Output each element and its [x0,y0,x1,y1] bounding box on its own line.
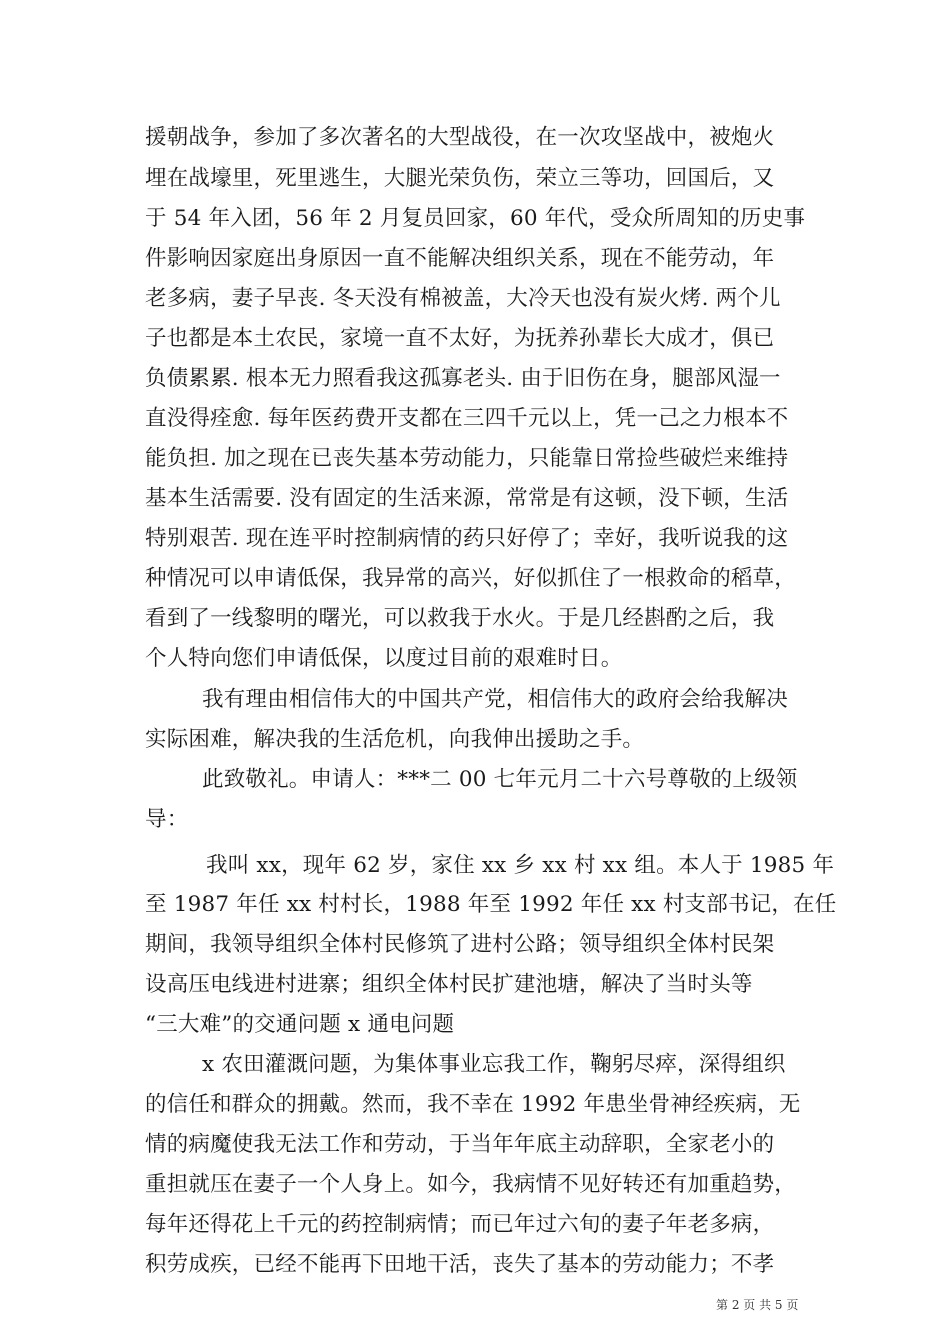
paragraph-line: 件影响因家庭出身原因一直不能解决组织关系，现在不能劳动，年 [145,246,775,271]
paragraph-line: 积劳成疾，已经不能再下田地干活，丧失了基本的劳动能力；不孝 [145,1252,775,1277]
paragraph-line: 重担就压在妻子一个人身上。如今，我病情不见好转还有加重趋势， [145,1172,797,1197]
paragraph-line: 子也都是本土农民，家境一直不太好，为抚养孙辈长大成才，俱已 [145,326,775,351]
paragraph-line: 至 1987 年任 xx 村村长，1988 年至 1992 年任 xx 村支部书记，在任 [145,892,837,917]
paragraph-line: x 农田灌溉问题，为集体事业忘我工作，鞠躬尽瘁，深得组织 [202,1052,786,1077]
paragraph-line: 埋在战壕里，死里逃生，大腿光荣负伤，荣立三等功，回国后，又 [145,166,775,191]
paragraph-line: 援朝战争，参加了多次著名的大型战役，在一次攻坚战中，被炮火 [145,125,775,150]
paragraph-line: 的信任和群众的拥戴。然而，我不幸在 1992 年患坐骨神经疾病，无 [145,1092,801,1117]
paragraph-line: 基本生活需要. 没有固定的生活来源，常常是有这顿，没下顿，生活 [145,486,789,511]
paragraph-line: 直没得痊愈. 每年医药费开支都在三四千元以上，凭一己之力根本不 [145,406,789,431]
paragraph-line: 能负担. 加之现在已丧失基本劳动能力，只能靠日常捡些破烂来维持 [145,446,789,471]
paragraph-line: 看到了一线黎明的曙光，可以救我于水火。于是几经斟酌之后，我 [145,606,775,631]
paragraph-line: 实际困难，解决我的生活危机，向我伸出援助之手。 [145,727,645,752]
paragraph-line: 老多病，妻子早丧. 冬天没有棉被盖，大冷天也没有炭火烤. 两个儿 [145,286,781,311]
paragraph-line: 负债累累. 根本无力照看我这孤寡老头. 由于旧伤在身，腿部风湿一 [145,366,781,391]
paragraph-line: 每年还得花上千元的药控制病情；而已年过六旬的妻子年老多病， [145,1212,775,1237]
paragraph-line: 于 54 年入团，56 年 2 月复员回家，60 年代，受众所周知的历史事 [145,206,806,231]
paragraph-line: 我叫 xx，现年 62 岁，家住 xx 乡 xx 村 xx 组。本人于 1985 年 [206,853,835,878]
paragraph-line: 特别艰苦. 现在连平时控制病情的药只好停了；幸好，我听说我的这 [145,526,789,551]
paragraph-line: 我有理由相信伟大的中国共产党，相信伟大的政府会给我解决 [202,687,788,712]
paragraph-line: 情的病魔使我无法工作和劳动，于当年年底主动辞职，全家老小的 [145,1132,775,1157]
paragraph-line: 期间，我领导组织全体村民修筑了进村公路；领导组织全体村民架 [145,932,775,957]
paragraph-line: 导： [145,807,189,832]
paragraph-line: 此致敬礼。申请人：***二 00 七年元月二十六号尊敬的上级领 [202,767,798,792]
paragraph-line: 设高压电线进村进寨；组织全体村民扩建池塘，解决了当时头等 [145,972,753,997]
paragraph-line: 种情况可以申请低保，我异常的高兴，好似抓住了一根救命的稻草， [145,566,797,591]
page-number: 第 2 页 共 5 页 [716,1298,799,1312]
paragraph-line: “三大难”的交通问题 x 通电问题 [145,1012,455,1037]
paragraph-line: 个人特向您们申请低保，以度过目前的艰难时日。 [145,646,623,671]
